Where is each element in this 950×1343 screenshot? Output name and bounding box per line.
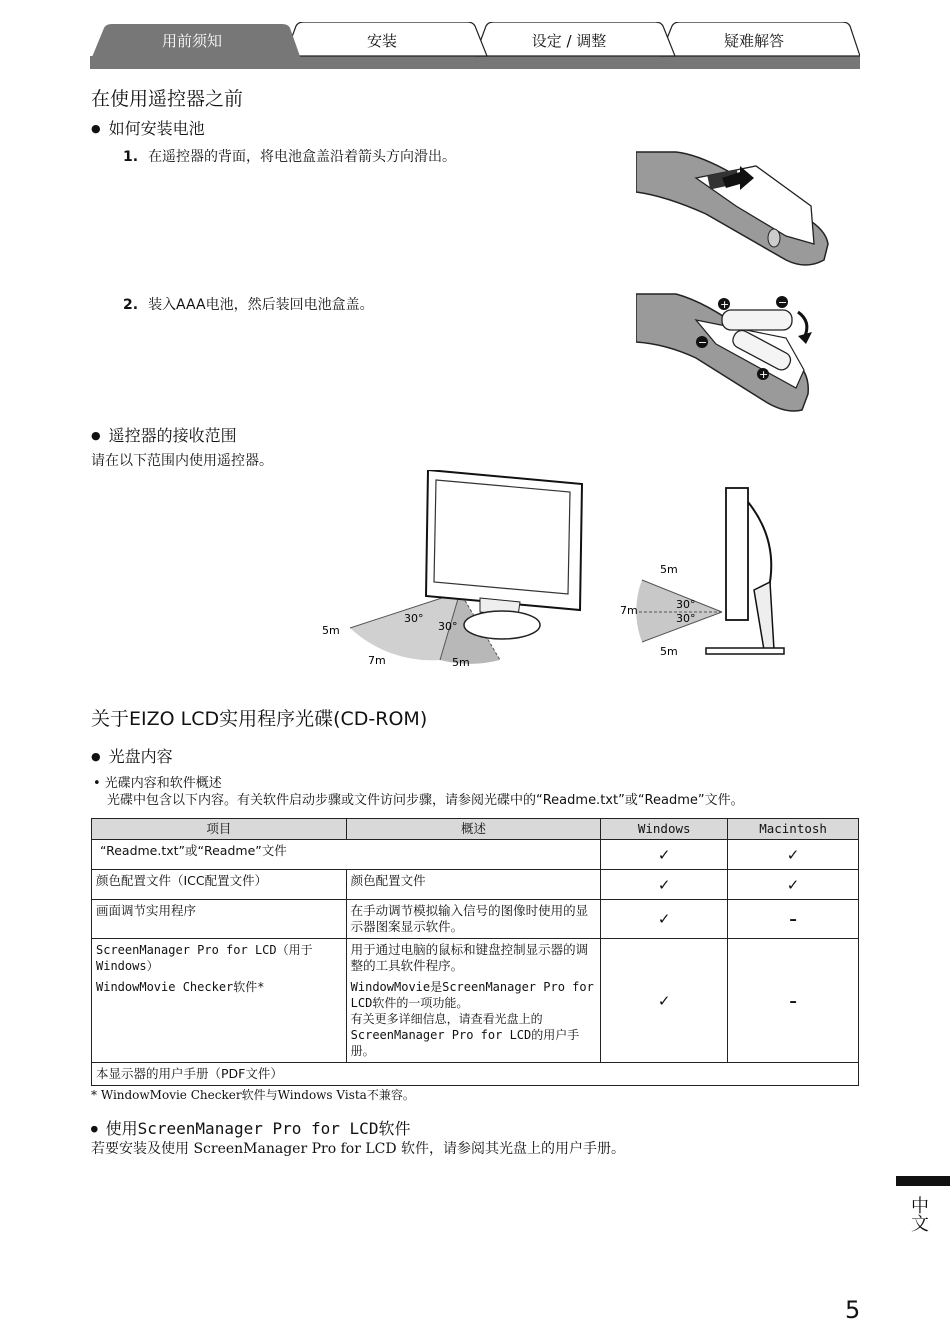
front-angle-1: 30° [404,612,424,625]
step-2-number: 2. [123,297,139,313]
overview-text: 光碟中包含以下内容。有关软件启动步骤或文件访问步骤，请参阅光碟中的“Readme.txt”或“Readme”文件。 [107,793,744,808]
row-item: 画面调节实用程序 [92,900,347,939]
usage-text: 若要安装及使用 ScreenManager Pro for LCD 软件，请参阅其光盘上的用户手册。 [91,1141,626,1157]
svg-text:−: − [778,296,788,309]
row-item-line-2: WindowMovie Checker软件* [96,980,265,994]
contents-heading: ● 光盘内容 [91,744,173,767]
tab-settings[interactable]: 设定 / 调整 [531,32,607,50]
row-macintosh: – [728,900,859,939]
usage-heading: ● 使用ScreenManager Pro for LCD软件 [91,1116,410,1139]
row-desc-line-1: 用于通过电脑的鼠标和键盘控制显示器的调整的工具软件程序。 [350,942,589,973]
header-desc: 概述 [346,819,601,840]
section-title-remote: 在使用遥控器之前 [91,88,244,110]
row-item [92,939,347,1063]
front-angle-2: 30° [438,620,458,633]
svg-text:+: + [720,298,730,311]
range-heading: ● 遥控器的接收范围 [91,423,237,446]
language-label: 中文 [908,1196,929,1232]
monitor-front-range-diagram [320,470,590,675]
range-text: 请在以下范围内使用遥控器。 [91,453,273,469]
row-item: 本显示器的用户手册（PDF文件） [92,1063,859,1086]
row-item: “Readme.txt”或“Readme”文件 [92,840,601,870]
row-item: 颜色配置文件（ICC配置文件） [92,870,347,900]
battery-heading: ● 如何安装电池 [91,116,205,139]
row-macintosh: – [728,939,859,1063]
table-footnote: * WindowMovie Checker软件与Windows Vista不兼容。 [91,1088,415,1102]
row-windows: ✓ [601,870,728,900]
overview-title: • 光碟内容和软件概述 [93,776,222,791]
step-2 [123,294,374,314]
step-1 [123,146,456,166]
tab-precautions[interactable]: 用前须知 [161,32,222,50]
cd-contents-table [91,818,859,1086]
table-row [92,939,859,1063]
table-row [92,840,859,870]
row-macintosh: ✓ [728,840,859,870]
tab-install[interactable]: 安装 [366,32,397,50]
tab-troubleshooting[interactable]: 疑难解答 [723,32,784,50]
side-dist-3: 5m [660,645,678,658]
header-macintosh: Macintosh [728,819,859,840]
side-dist-2: 7m [620,604,638,617]
step-2-text: 装入AAA电池，然后装回电池盒盖。 [148,297,374,313]
step-1-text: 在遥控器的背面，将电池盒盖沿着箭头方向滑出。 [148,149,457,165]
header-item: 项目 [92,819,347,840]
front-dist-3: 5m [452,656,470,669]
remote-insert-battery-illustration [636,292,836,416]
header-windows: Windows [601,819,728,840]
row-macintosh: ✓ [728,870,859,900]
section-title-cdrom: 关于EIZO LCD实用程序光碟(CD-ROM) [91,708,428,730]
row-desc-line-3: 有关更多详细信息，请查看光盘上的ScreenManager Pro for LCD的用户手册。 [350,1012,580,1058]
table-row [92,900,859,939]
remote-open-cover-illustration [636,148,836,272]
side-angle-2: 30° [676,612,696,625]
svg-text:+: + [759,368,769,381]
table-header-row [92,819,859,840]
row-windows: ✓ [601,840,728,870]
side-dist-1: 5m [660,563,678,576]
row-desc: 颜色配置文件 [346,870,601,900]
row-desc: 在手动调节模拟输入信号的图像时使用的显示器图案显示软件。 [346,900,601,939]
tab-bar [90,22,860,70]
language-tab-bar [896,1176,950,1186]
row-windows: ✓ [601,900,728,939]
row-windows: ✓ [601,939,728,1063]
table-row [92,1063,859,1086]
front-dist-1: 5m [322,624,340,637]
svg-text:−: − [698,336,708,349]
side-angle-1: 30° [676,598,696,611]
monitor-side-range-diagram [618,482,793,662]
step-1-number: 1. [123,149,139,165]
front-dist-2: 7m [368,654,386,667]
table-row [92,870,859,900]
page-number: 5 [845,1296,861,1324]
row-desc-line-2: WindowMovie是ScreenManager Pro for LCD软件的一项功能。 [350,980,594,1010]
row-item-line-1: ScreenManager Pro for LCD（用于Windows） [96,943,313,973]
row-desc [346,939,601,1063]
